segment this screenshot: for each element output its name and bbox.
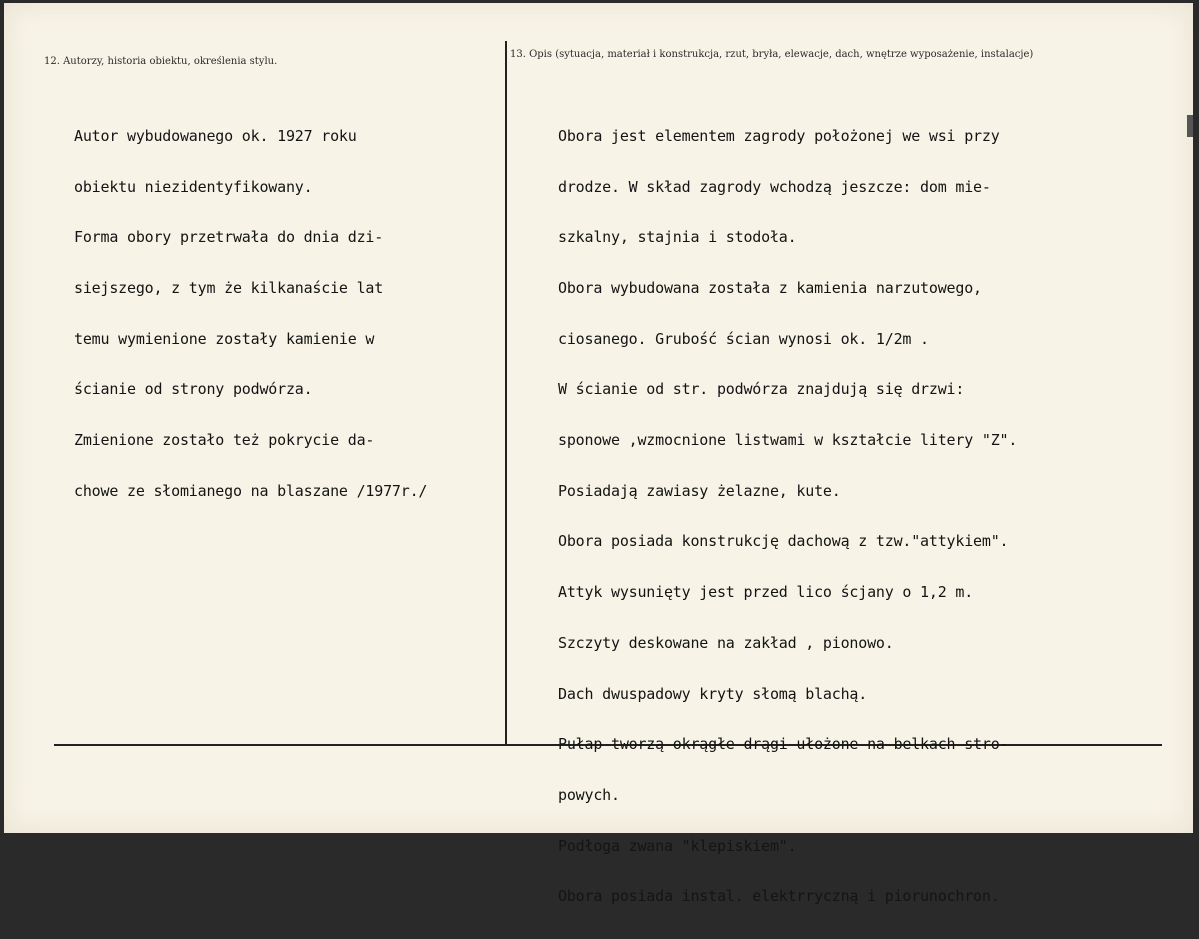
text-line: Pułap tworzą okrągłe drągi ułożone na belkach stro- (558, 735, 1009, 754)
section-12-caption: 12. Autorzy, historia obiektu, określenia stylu. (44, 56, 278, 67)
text-line: Obora posiada instal. elektrryczną i piorunochron. (558, 887, 1000, 906)
text-line: Posiadają zawiasy żelazne, kute. (558, 481, 841, 500)
text-line: szkalny, stajnia i stodoła. (558, 228, 797, 247)
text-line: Forma obory przetrwała do dnia dzi- (74, 228, 384, 247)
text-line: obiektu niezidentyfikowany. (74, 177, 313, 196)
text-line: Obora posiada konstrukcję dachową z tzw."attykiem". (558, 532, 1009, 551)
text-line: Szczyty deskowane na zakład , pionowo. (558, 633, 894, 652)
text-line: siejszego, z tym że kilkanaście lat (74, 278, 384, 297)
section-13-caption: 13. Opis (sytuacja, materiał i konstrukcja, rzut, bryła, elewacje, dach, wnętrze wyposażenie, instalacje) (510, 49, 1034, 60)
text-line: drodze. W skład zagrody wchodzą jeszcze: dom mie- (558, 177, 991, 196)
record-card (4, 3, 1193, 906)
text-line: ciosanego. Grubość ścian wynosi ok. 1/2m . (558, 329, 929, 348)
text-line: Obora wybudowana została z kamienia narzutowego, (558, 278, 982, 297)
text-line: ścianie od strony podwórza. (74, 380, 313, 399)
text-line: powych. (558, 785, 620, 804)
text-line: Obora jest elementem zagrody położonej we wsi przy (558, 126, 1000, 145)
text-line: Dach dwuspadowy kryty słomą blachą. (558, 684, 868, 703)
authors-history-text (74, 94, 427, 533)
text-line: Attyk wysunięty jest przed lico ścjany o 1,2 m. (558, 583, 974, 602)
text-line: W ścianie od str. podwórza znajdują się drzwi: (558, 380, 965, 399)
column-divider (505, 41, 507, 746)
text-line: chowe ze słomianego na blaszane /1977r./ (74, 481, 428, 500)
text-line: Autor wybudowanego ok. 1927 roku (74, 126, 357, 145)
text-line: temu wymienione zostały kamienie w (74, 329, 375, 348)
description-text (558, 94, 1017, 939)
text-line: Podłoga zwana "klepiskiem". (558, 836, 797, 855)
text-line: Zmienione zostało też pokrycie da- (74, 431, 375, 450)
edge-tab-mark (1187, 115, 1193, 137)
text-line: sponowe ,wzmocnione listwami w kształcie litery "Z". (558, 431, 1018, 450)
